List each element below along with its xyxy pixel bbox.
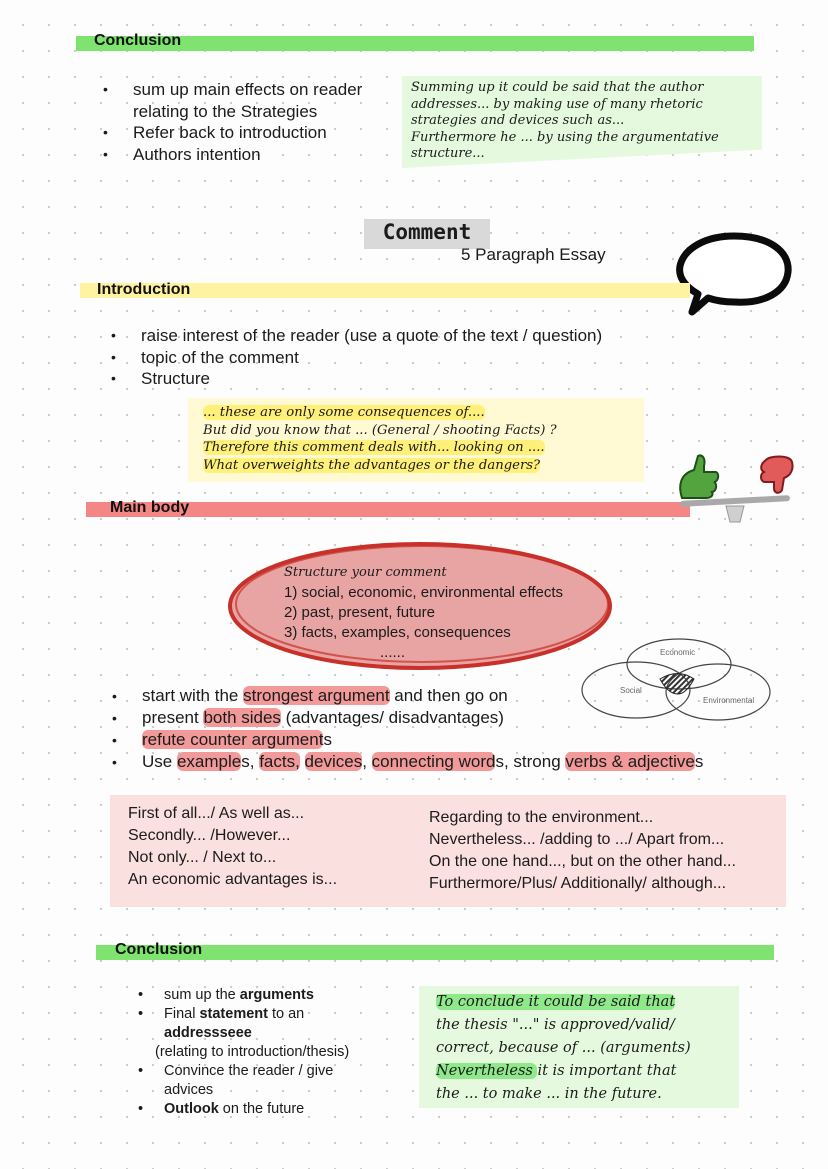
phrase: Not only... / Next to... — [128, 849, 277, 866]
introduction-note: ... these are only some consequences of.... But did you know that ... (General / shooting Facts) ? Therefore this comment deals with... looking on .... What overweights the advantages or the dangers? — [203, 405, 557, 473]
list-item: • sum up main effects on reader — [103, 79, 362, 101]
list-item: • refute counter arguments — [112, 729, 703, 751]
structure-content — [284, 563, 563, 663]
conclusion-top-title: Conclusion — [94, 32, 182, 49]
list-item: • Authors intention — [103, 144, 362, 166]
conclusion-bottom-note: To conclude it could be said that the thesis "..." is approved/valid/ correct, because of ... (arguments) Nevertheless it is important that the ... to make ... in the future. — [436, 994, 691, 1102]
conclusion-top-note: Summing up it could be said that the author addresses... by making use of many rhetoric strategies and devices such as... Furthermore he ... by using the argumentative structure... — [411, 80, 719, 161]
conclusion-top-list — [103, 79, 362, 165]
venn-environmental-label: Environmental — [703, 696, 755, 705]
venn-social-label: Social — [620, 686, 642, 695]
main-body-list — [112, 685, 703, 773]
thumbs-balance-icon — [672, 452, 802, 538]
phrase: Furthermore/Plus/ Additionally/ although... — [429, 875, 727, 892]
conclusion-bottom-title: Conclusion — [115, 941, 203, 958]
list-item: • raise interest of the reader (use a quote of the text / question) — [111, 325, 602, 347]
list-item: • Use examples, facts, devices, connecting words, strong verbs & adjectives — [112, 751, 703, 773]
comment-title: Comment — [382, 220, 472, 244]
venn-economic-label: Economic — [660, 648, 696, 657]
structure-item: ...... — [380, 644, 406, 661]
introduction-title: Introduction — [97, 281, 191, 298]
phrases-right — [429, 807, 736, 895]
list-item: • Refer back to introduction — [103, 122, 362, 144]
phrase: An economic advantages is... — [128, 871, 338, 888]
phrase: Regarding to the environment... — [429, 809, 654, 826]
phrase: On the one hand..., but on the other hand... — [429, 853, 736, 870]
list-item: • Structure — [111, 368, 602, 390]
list-item-continuation: advices — [164, 1082, 214, 1098]
phrases-left — [128, 803, 337, 891]
list-item: • Final statement to an — [138, 1006, 305, 1022]
phrase: Nevertheless... /adding to .../ Apart from... — [429, 831, 725, 848]
main-body-title: Main body — [110, 499, 190, 516]
phrase: Secondly... /However... — [128, 827, 291, 844]
phrase: First of all.../ As well as... — [128, 805, 305, 822]
structure-heading: Structure your comment — [284, 565, 447, 580]
list-item: • start with the strongest argument and then go on — [112, 685, 703, 707]
list-item: • Convince the reader / give — [138, 1063, 334, 1079]
list-item-continuation: relating to the Strategies — [133, 101, 318, 121]
speech-bubble-icon — [670, 228, 798, 320]
comment-subtitle: 5 Paragraph Essay — [461, 245, 606, 264]
list-item-continuation: (relating to introduction/thesis) — [155, 1044, 350, 1060]
list-item: • Outlook on the future — [138, 1101, 305, 1117]
introduction-list — [111, 325, 602, 390]
list-item-continuation: addressseee — [164, 1025, 252, 1041]
structure-item: 3) facts, examples, consequences — [284, 624, 511, 641]
structure-item: 2) past, present, future — [284, 604, 435, 621]
list-item: • present both sides (advantages/ disadvantages) — [112, 707, 703, 729]
list-item: • sum up the arguments — [138, 987, 314, 1003]
conclusion-bottom-list — [138, 986, 349, 1119]
structure-item: 1) social, economic, environmental effects — [284, 584, 564, 601]
list-item: • topic of the comment — [111, 347, 602, 369]
